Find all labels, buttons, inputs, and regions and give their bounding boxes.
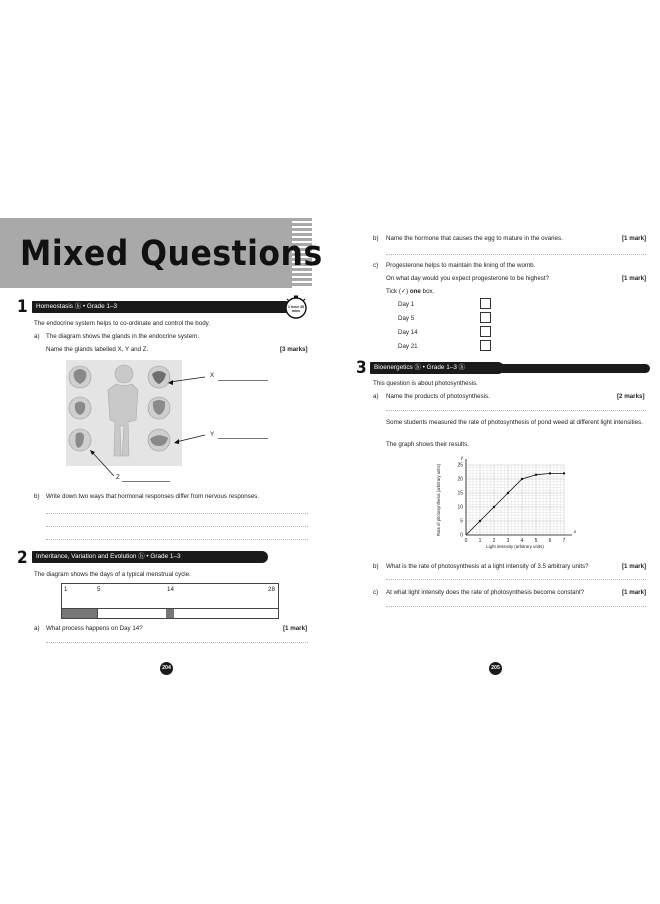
y-tick-label: 20 <box>457 476 463 483</box>
q1-number: 1 <box>17 297 28 317</box>
cycle-day-28: 28 <box>268 586 275 593</box>
q2a-text: What process happens on Day 14? <box>46 625 143 632</box>
q3-box-text2: The graph shows their results. <box>386 441 469 448</box>
answer-line-y[interactable] <box>218 438 268 439</box>
q2b-marks: [1 mark] <box>622 235 647 242</box>
q3c-marks: [1 mark] <box>622 589 647 596</box>
q2c-text: Progesterone helps to maintain the lining of the womb. <box>386 262 536 269</box>
y-tick-label: 15 <box>457 490 463 497</box>
x-tick-label: 3 <box>506 538 510 544</box>
q3b-answer-line[interactable] <box>386 579 646 580</box>
y-tick-label: 5 <box>460 518 463 525</box>
q2c-marks: [1 mark] <box>622 275 647 282</box>
q3a-answer-line[interactable] <box>386 410 646 411</box>
q3-intro: This question is about photosynthesis. <box>373 380 478 387</box>
q1-intro: The endocrine system helps to co-ordinate and control the body. <box>34 320 210 327</box>
day5-divider <box>97 609 98 618</box>
answer-line-x[interactable] <box>218 380 268 381</box>
ovulation-shading <box>166 609 174 618</box>
y-tick-label: 25 <box>457 462 463 469</box>
q3c-label: c) <box>373 589 379 596</box>
answer-line-z[interactable] <box>122 481 170 482</box>
q3-banner-tail <box>490 364 650 373</box>
q2c-instruction-pre: Tick (✓) <box>386 288 409 295</box>
q2a-answer-line[interactable] <box>46 642 308 643</box>
q3c-answer-line[interactable] <box>386 606 646 607</box>
q3a-label: a) <box>373 393 379 400</box>
q2-number: 2 <box>17 548 28 568</box>
data-point <box>507 492 509 494</box>
q2b-label: b) <box>373 235 379 242</box>
q3b-marks: [1 mark] <box>622 563 647 570</box>
right-page <box>330 0 660 904</box>
option-day-5-checkbox[interactable] <box>480 312 491 323</box>
option-day-1-label: Day 1 <box>398 301 415 308</box>
y-tick-label: 10 <box>457 504 463 511</box>
cycle-day-1: 1 <box>64 586 68 593</box>
q3a-text: Name the products of photosynthesis. <box>386 393 490 400</box>
label-x: X <box>210 372 215 379</box>
data-point <box>521 478 523 480</box>
q3a-marks: [2 marks] <box>617 393 645 400</box>
q2-intro: The diagram shows the days of a typical menstrual cycle. <box>34 571 191 578</box>
q2c-label: c) <box>373 262 379 269</box>
q1b-answer-line-1[interactable] <box>46 513 308 514</box>
q3c-text: At what light intensity does the rate of photosynthesis become constant? <box>386 589 585 596</box>
q1b-text: Write down two ways that hormonal responses differ from nervous responses. <box>46 493 259 500</box>
q1b-answer-line-2[interactable] <box>46 526 308 527</box>
q1b-label: b) <box>34 493 40 500</box>
q3b-text: What is the rate of photosynthesis at a light intensity of 3.5 arbitrary units? <box>386 563 589 570</box>
q2c-instruction <box>386 288 434 296</box>
x-tick-label: 0 <box>464 538 468 544</box>
q2a-label: a) <box>34 625 40 632</box>
y-tick-label: 0 <box>460 532 463 539</box>
q3-number: 3 <box>356 358 367 378</box>
y-axis-arrow-label: y <box>460 455 463 460</box>
q3b-label: b) <box>373 563 379 570</box>
data-point <box>563 472 565 474</box>
data-point <box>479 520 481 522</box>
data-point <box>549 472 551 474</box>
x-tick-label: 2 <box>492 538 496 544</box>
q2c-instruction-post: box. <box>422 288 435 295</box>
photosynthesis-chart <box>426 453 578 557</box>
q1b-answer-line-3[interactable] <box>46 539 308 540</box>
q2c-instruction-bold: one <box>409 288 421 295</box>
option-day-14-label: Day 14 <box>398 329 418 336</box>
right-page-number: 205 <box>489 662 502 675</box>
y-axis-label: Rate of photosynthesis (arbitrary units) <box>436 464 441 536</box>
q2b-answer-line[interactable] <box>386 254 646 255</box>
option-day-5-label: Day 5 <box>398 315 415 322</box>
data-point <box>535 474 537 476</box>
cycle-day-14: 14 <box>167 586 174 593</box>
menstruation-shading <box>62 609 97 618</box>
x-tick-label: 1 <box>478 538 482 544</box>
label-y: Y <box>210 431 215 438</box>
timer-label: 1 hour 45 mins <box>288 305 304 313</box>
x-tick-label: 6 <box>548 538 552 544</box>
q3-box-text: Some students measured the rate of photosynthesis of pond weed at different light intensities. <box>386 419 643 426</box>
q2c-question: On what day would you expect progesterone to be highest? <box>386 275 550 282</box>
cycle-day-5: 5 <box>97 586 101 593</box>
option-day-21-checkbox[interactable] <box>480 340 491 351</box>
q2b-text: Name the hormone that causes the egg to mature in the ovaries. <box>386 235 563 242</box>
q1-banner: Homeostasis ⓑ • Grade 1–3 <box>32 301 292 313</box>
x-axis-arrow-label: x <box>574 529 577 534</box>
option-day-1-checkbox[interactable] <box>480 298 491 309</box>
q2-banner: Inheritance, Variation and Evolution ⓑ • Grade 1–3 <box>32 551 268 563</box>
x-axis-label: Light intensity (arbitrary units) <box>486 544 544 549</box>
label-z: Z <box>116 474 120 481</box>
x-tick-label: 7 <box>562 538 566 544</box>
left-page-number: 204 <box>160 662 173 675</box>
data-point <box>493 506 495 508</box>
q1a-text: The diagram shows the glands in the endocrine system. <box>46 333 200 340</box>
option-day-14-checkbox[interactable] <box>480 326 491 337</box>
x-tick-label: 5 <box>534 538 538 544</box>
q3-banner: Bioenergetics ⓑ • Grade 1–3 ⓑ <box>370 362 504 374</box>
page-title: Mixed Questions <box>20 234 323 274</box>
x-tick-label: 4 <box>520 538 524 544</box>
q1a-instruction: Name the glands labelled X, Y and Z. <box>46 346 149 353</box>
q1a-label: a) <box>34 333 40 340</box>
q2a-marks: [1 mark] <box>283 625 308 632</box>
option-day-21-label: Day 21 <box>398 343 418 350</box>
q1a-marks: [3 marks] <box>280 346 308 353</box>
